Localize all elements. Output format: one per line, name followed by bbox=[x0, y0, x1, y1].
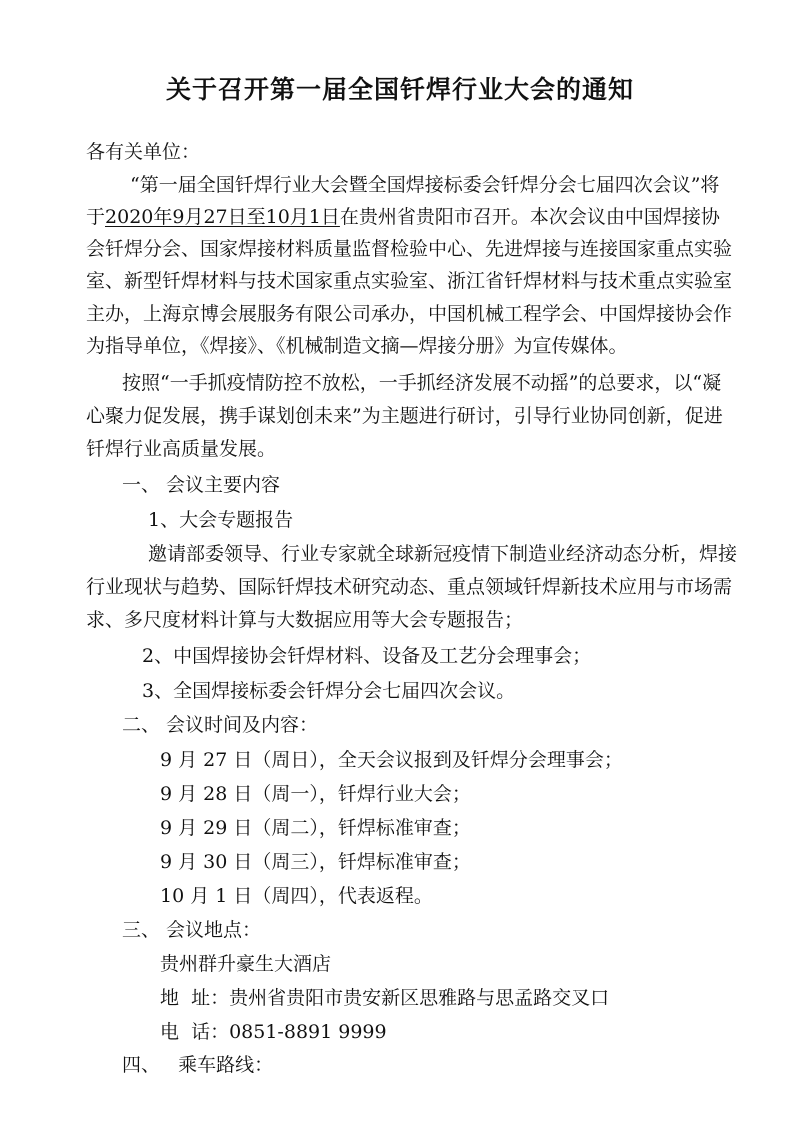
salutation: 各有关单位： bbox=[86, 141, 201, 163]
section1-item1-title: 1、大会专题报告 bbox=[148, 509, 294, 531]
schedule-item: 9 月 27 日（周日），全天会议报到及钎焊分会理事会； bbox=[160, 749, 623, 771]
schedule-item: 9 月 30 日（周三），钎焊标准审查； bbox=[160, 851, 471, 873]
document-title: 关于召开第一届全国钎焊行业大会的通知 bbox=[165, 75, 634, 104]
intro-line-4: 室、新型钎焊材料与技术国家重点实验室、浙江省钎焊材料与技术重点实验室 bbox=[86, 270, 733, 292]
intro-line-5: 主办，上海京博会展服务有限公司承办，中国机械工程学会、中国焊接协会作 bbox=[86, 303, 733, 325]
para2-line-1: 按照“一手抓疫情防控不放松，一手抓经济发展不动摇”的总要求，以“凝 bbox=[122, 372, 722, 394]
meeting-date: 2020年9月27日至10月1日 bbox=[105, 206, 340, 228]
section1-item2: 2、中国焊接协会钎焊材料、设备及工艺分会理事会； bbox=[142, 645, 592, 667]
intro-line-6: 为指导单位，《焊接》、《机械制造文摘—焊接分册》为宣传媒体。 bbox=[86, 335, 628, 357]
section2-heading: 二、 会议时间及内容： bbox=[122, 714, 319, 736]
venue-phone: 电 话：0851-8891 9999 bbox=[160, 1021, 387, 1043]
schedule-item: 9 月 29 日（周二），钎焊标准审查； bbox=[160, 817, 471, 839]
intro-line-1: “第一届全国钎焊行业大会暨全国焊接标委会钎焊分会七届四次会议”将 bbox=[130, 174, 720, 196]
para2-line-3: 钎焊行业高质量发展。 bbox=[86, 438, 277, 460]
intro-line-2-pre: 于 bbox=[86, 206, 106, 228]
section1-heading: 一、 会议主要内容 bbox=[122, 474, 281, 496]
venue-name: 贵州群升豪生大酒店 bbox=[160, 953, 332, 975]
para2-line-2: 心聚力促发展，携手谋划创未来”为主题进行研讨，引导行业协同创新，促进 bbox=[86, 405, 723, 427]
schedule-item: 10 月 1 日（周四），代表返程。 bbox=[160, 885, 433, 907]
section1-item3: 3、全国焊接标委会钎焊分会七届四次会议。 bbox=[142, 680, 516, 702]
section4-heading: 四、 乘车路线： bbox=[122, 1054, 274, 1076]
venue-address: 地 址：贵州省贵阳市贵安新区思雅路与思孟路交叉口 bbox=[160, 987, 610, 1009]
section1-item1-line-2: 行业现状与趋势、国际钎焊技术研究动态、重点领域钎焊新技术应用与市场需 bbox=[86, 576, 733, 598]
schedule-item: 9 月 28 日（周一），钎焊行业大会； bbox=[160, 783, 471, 805]
section1-item1-line-1: 邀请部委领导、行业专家就全球新冠疫情下制造业经济动态分析，焊接 bbox=[148, 543, 738, 565]
intro-line-2-post: 在贵州省贵阳市召开。本次会议由中国焊接协 bbox=[339, 206, 720, 228]
section3-heading: 三、 会议地点： bbox=[122, 919, 262, 941]
intro-line-3: 会钎焊分会、国家焊接材料质量监督检验中心、先进焊接与连接国家重点实验 bbox=[86, 238, 733, 260]
intro-line-2 bbox=[86, 205, 720, 229]
section1-item1-line-3: 求、多尺度材料计算与大数据应用等大会专题报告； bbox=[86, 609, 524, 631]
